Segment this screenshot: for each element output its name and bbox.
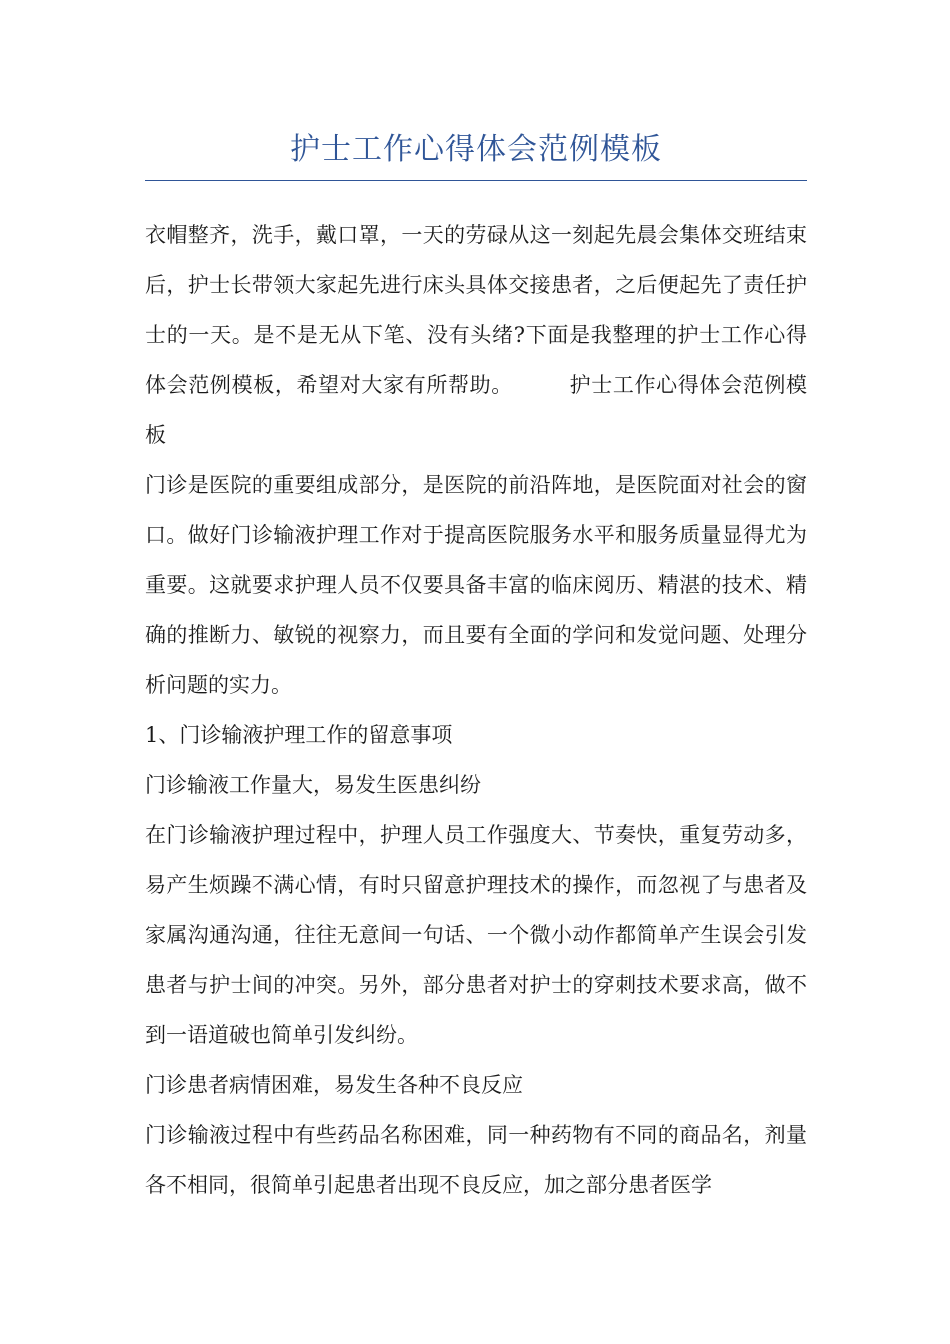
subsection-heading-2: 门诊患者病情困难，易发生各种不良反应 [145, 1073, 523, 1097]
document-title: 护士工作心得体会范例模板 [290, 132, 662, 167]
body-paragraph-1: 门诊是医院的重要组成部分，是医院的前沿阵地，是医院面对社会的窗口。做好门诊输液护理工作对于提高医院服务水平和服务质量显得尤为重要。这就要求护理人员不仅要具备丰富的临床阅历、精湛的技术、精确的推断力、敏锐的视察力，而且要有全面的学问和发觉问题、处理分析问题的实力。 [145, 473, 807, 697]
document-body [145, 210, 807, 1210]
intro-paragraph [145, 210, 807, 460]
body-paragraph-3: 门诊输液过程中有些药品名称困难，同一种药物有不同的商品名，剂量各不相同，很简单引起患者出现不良反应，加之部分患者医学 [145, 1123, 807, 1197]
intro-text: 衣帽整齐，洗手，戴口罩，一天的劳碌从这一刻起先晨会集体交班结束后，护士长带领大家起先进行床头具体交接患者，之后便起先了责任护士的一天。是不是无从下笔、没有头绪?下面是我整理的护士工作心得体会范例模板，希望对大家有所帮助。 [145, 223, 807, 397]
section-heading-1: 1、门诊输液护理工作的留意事项 [145, 723, 453, 747]
title-underline [145, 180, 807, 181]
subtitle-text: 护士工作心得体会范例模板 [145, 373, 808, 447]
body-paragraph-2: 在门诊输液护理过程中，护理人员工作强度大、节奏快，重复劳动多，易产生烦躁不满心情，有时只留意护理技术的操作，而忽视了与患者及家属沟通沟通，往往无意间一句话、一个微小动作都简单产生误会引发患者与护士间的冲突。另外，部分患者对护士的穿刺技术要求高，做不到一语道破也简单引发纠纷。 [145, 823, 807, 1047]
subsection-heading-1: 门诊输液工作量大，易发生医患纠纷 [145, 773, 481, 797]
